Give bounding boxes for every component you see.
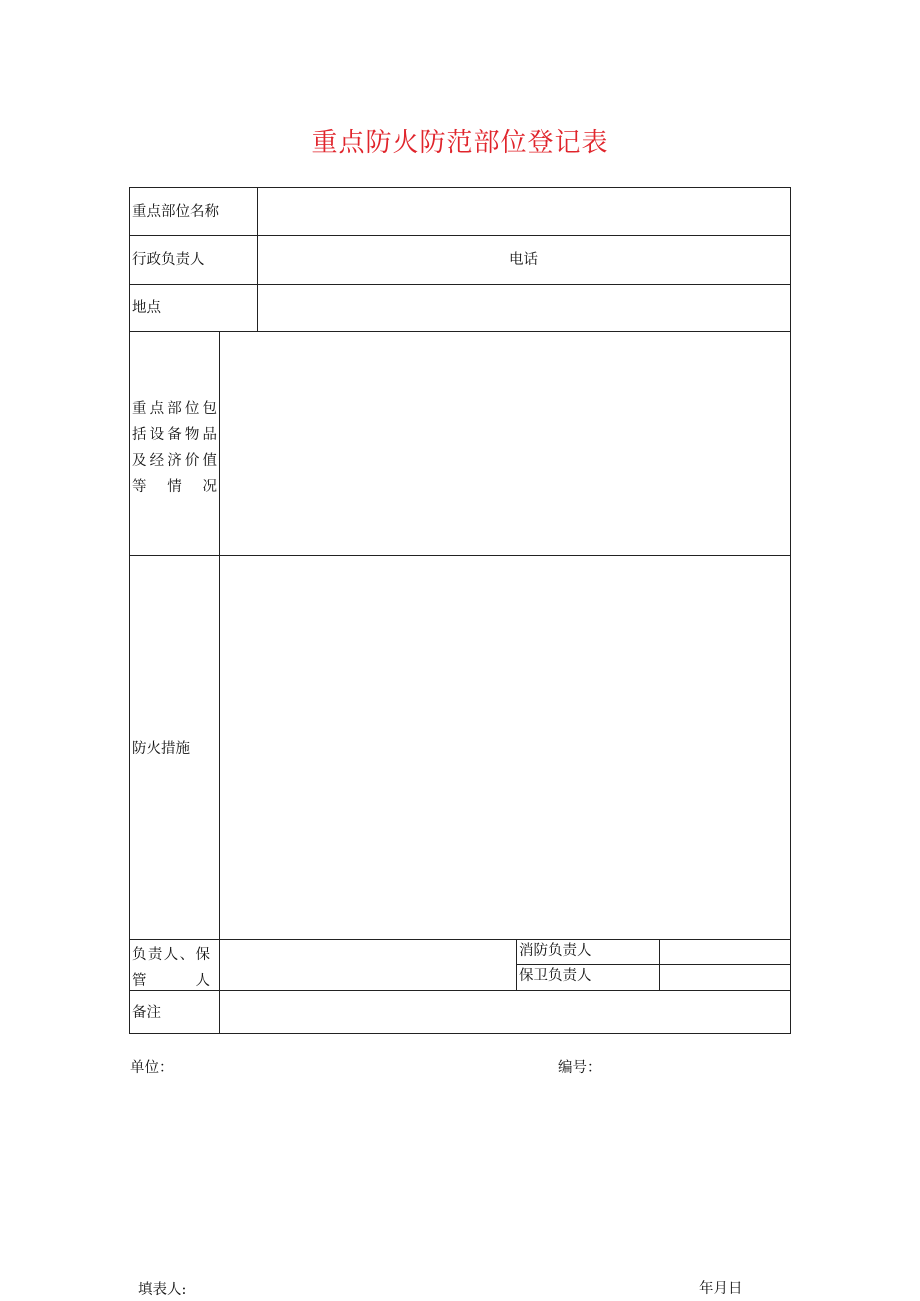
fire-leader-label: 消防负责人 xyxy=(519,943,592,959)
unit-label: 单位： xyxy=(130,1060,174,1076)
fire-leader-field[interactable] xyxy=(664,943,784,961)
site-name-field[interactable] xyxy=(262,202,782,226)
filler-label: 填表人: xyxy=(138,1282,187,1298)
security-leader-label: 保卫负责人 xyxy=(519,968,592,984)
fire-measures-field[interactable] xyxy=(224,560,784,932)
security-leader-field[interactable] xyxy=(664,968,784,986)
equipment-value-label: 重点部位包括设备物品及经济价值等情况 xyxy=(132,401,217,495)
phone-label: 电话 xyxy=(509,252,538,268)
number-label: 编号： xyxy=(558,1060,602,1076)
location-label: 地点 xyxy=(132,300,161,316)
page-title: 重点防火防范部位登记表 xyxy=(311,128,609,158)
custodian-field[interactable] xyxy=(224,944,510,984)
site-name-label: 重点部位名称 xyxy=(132,204,219,220)
fire-measures-label: 防火措施 xyxy=(132,741,190,757)
phone-field[interactable] xyxy=(545,250,781,274)
admin-leader-label: 行政负责人 xyxy=(132,252,205,268)
location-field[interactable] xyxy=(262,298,782,322)
remarks-label: 备注 xyxy=(132,1005,161,1021)
admin-leader-field[interactable] xyxy=(262,250,502,274)
custodian-label: 负责人、保管人 xyxy=(132,947,210,989)
date-label: 年月日 xyxy=(699,1281,743,1297)
equipment-value-field[interactable] xyxy=(224,336,784,548)
remarks-field[interactable] xyxy=(224,996,784,1028)
